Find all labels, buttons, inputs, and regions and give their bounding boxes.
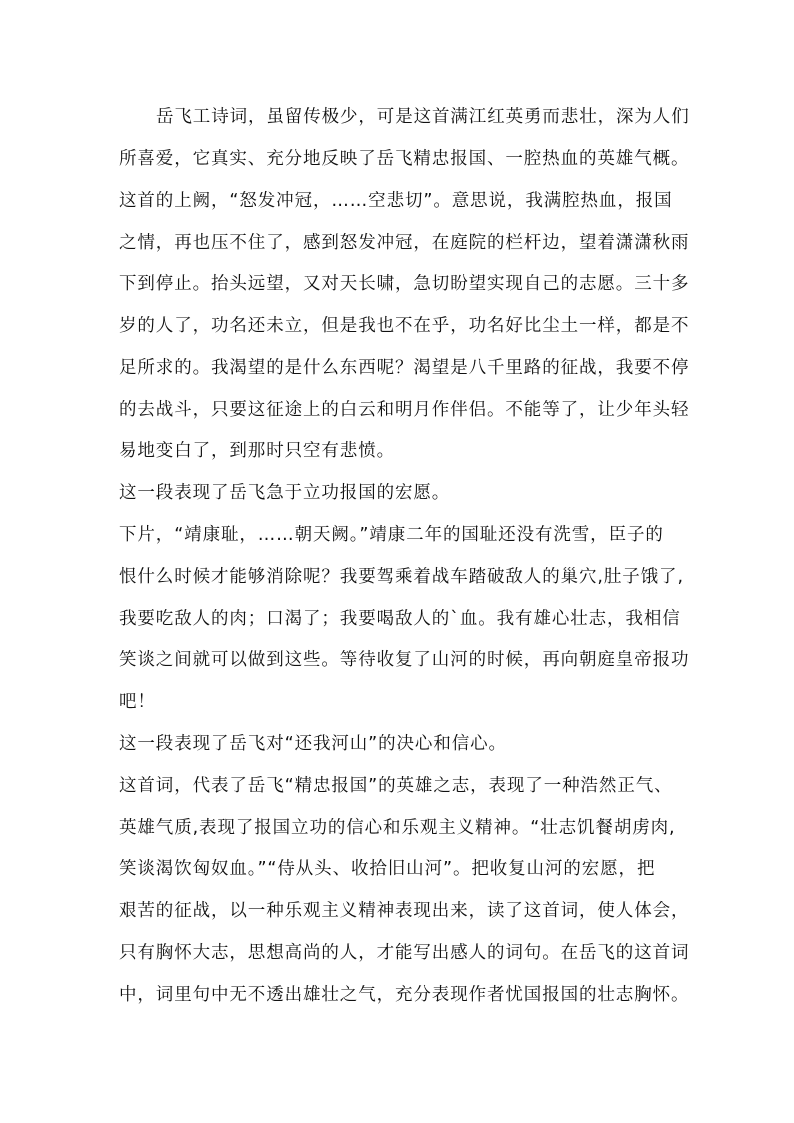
text-line: 这一段表现了岳飞急于立功报国的宏愿。: [119, 483, 451, 503]
text-line: 所喜爱，它真实、充分地反映了岳飞精忠报国、一腔热血的英雄气概。: [119, 149, 690, 169]
text-line: 笑谈之间就可以做到这些。等待收复了山河的时候，再向朝庭皇帝报功: [119, 650, 690, 670]
text-line: 的去战斗，只要这征途上的白云和明月作伴侣。不能等了，让少年头轻: [119, 400, 690, 420]
text-line: 足所求的。我渴望的是什么东西呢？渴望是八千里路的征战，我要不停: [119, 358, 690, 378]
text-line: 之情，再也压不住了，感到怒发冲冠，在庭院的栏杆边，望着潇潇秋雨: [119, 233, 690, 253]
text-line: 下片，“靖康耻，……朝天阙。”靖康二年的国耻还没有洗雪，臣子的: [119, 525, 664, 545]
text-line: 易地变白了，到那时只空有悲愤。: [119, 441, 395, 461]
text-line: 岁的人了，功名还未立，但是我也不在乎，功名好比尘土一样，都是不: [119, 316, 690, 336]
text-line: 这首词，代表了岳飞“精忠报国”的英雄之志，表现了一种浩然正气、: [119, 776, 673, 796]
text-line: 我要吃敌人的肉；口渴了；我要喝敌人的`血。我有雄心壮志，我相信: [119, 609, 681, 629]
text-line: 笑谈渴饮匈奴血。”“侍从头、收拾旧山河”。把收复山河的宏愿，把: [119, 859, 656, 879]
text-line: 只有胸怀大志，思想高尚的人，才能写出感人的词句。在岳飞的这首词: [119, 943, 690, 963]
text-line: 这一段表现了岳飞对“还我河山”的决心和信心。: [119, 734, 507, 754]
text-line: 英雄气质,表现了报国立功的信心和乐观主义精神。“壮志饥餐胡虏肉,: [119, 818, 676, 838]
text-line: 岳飞工诗词，虽留传极少，可是这首满江红英勇而悲壮，深为人们: [156, 107, 690, 127]
text-line: 艰苦的征战，以一种乐观主义精神表现出来，读了这首词，使人体会，: [119, 901, 690, 921]
text-line: 中，词里句中无不透出雄壮之气，充分表现作者忧国报国的壮志胸怀。: [119, 985, 690, 1005]
text-line: 恨什么时候才能够消除呢？我要驾乘着战车踏破敌人的巢穴,肚子饿了,: [119, 567, 684, 587]
text-line: 这首的上阙，“怒发冲冠，……空悲切”。意思说，我满腔热血，报国: [119, 191, 673, 211]
text-line: 吧！: [119, 692, 156, 712]
text-line: 下到停止。抬头远望，又对天长啸，急切盼望实现自己的志愿。三十多: [119, 274, 690, 294]
